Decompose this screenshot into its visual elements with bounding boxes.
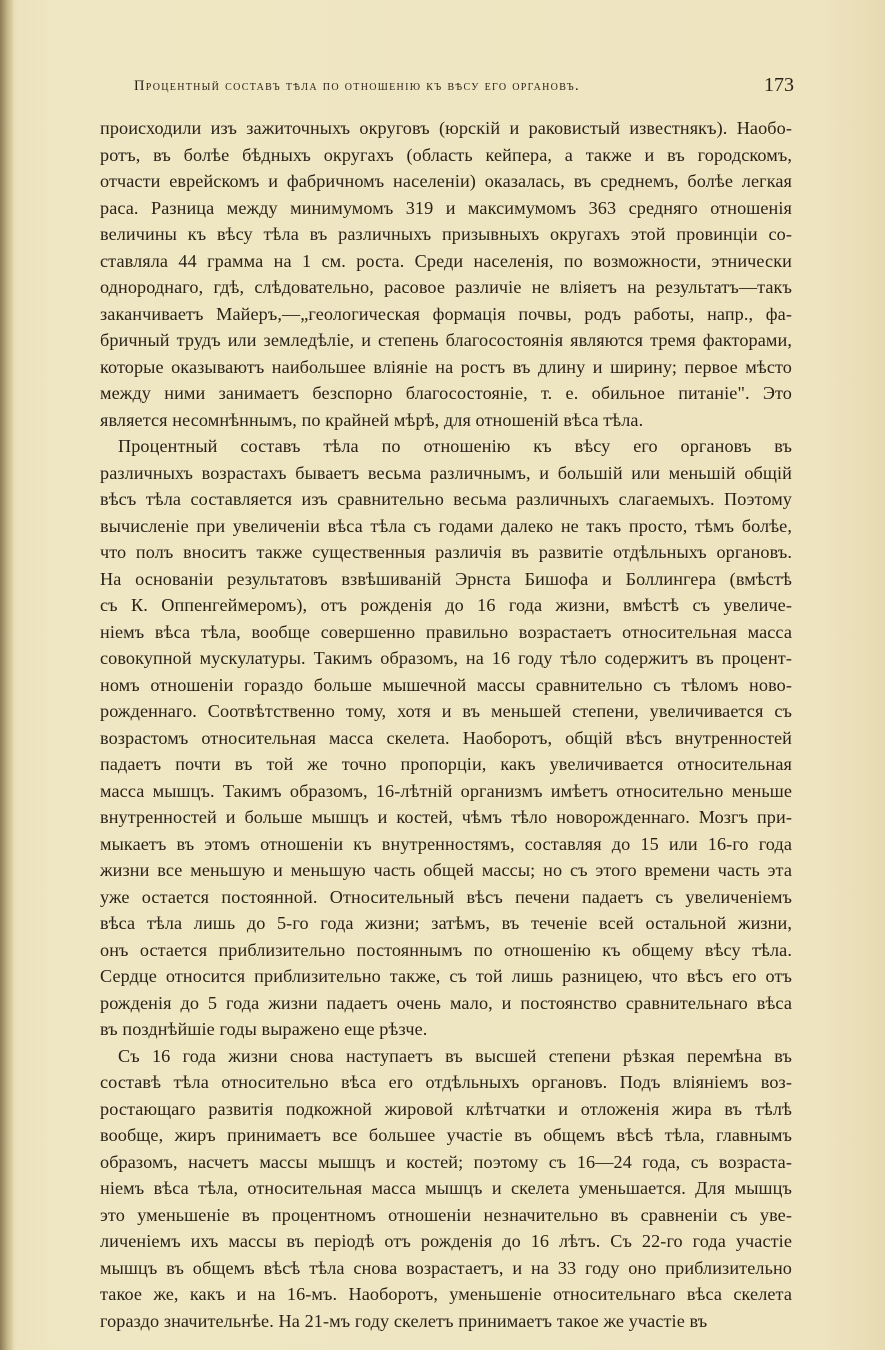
text-line: величины къ вѣсу тѣла въ различныхъ призывныхъ округахъ этой провинціи со- [100, 224, 792, 244]
text-line: жизни все меньшую и меньшую часть общей массы; но съ этого времени часть эта [100, 860, 792, 880]
text-line: онъ остается приблизительно постояннымъ по отношенію къ общему вѣсу тѣла. [100, 939, 792, 960]
text-line: бричный трудъ или земледѣліе, и степень благосостоянія являются тремя факторами, [100, 330, 792, 350]
text-line: Сердце относится приблизительно также, съ той лишь разницею, что вѣсъ его отъ [100, 966, 792, 986]
paragraph [100, 433, 792, 1043]
text-line: такое же, какъ и на 16-мъ. Наоборотъ, уменьшеніе относительнаго вѣса скелета [100, 1284, 792, 1304]
text-line: мышцъ въ общемъ вѣсѣ тѣла снова возрастаетъ, и на 33 году оно приблизительно [100, 1257, 792, 1278]
text-line: вѣсъ тѣла составляется изъ сравнительно весьма различныхъ слагаемыхъ. Поэтому [100, 489, 792, 509]
page-gutter-shadow [0, 0, 14, 1350]
text-line: ротъ, въ болѣе бѣдныхъ округахъ (область кейпера, а также и въ городскомъ, [100, 144, 792, 165]
text-line: это уменьшеніе въ процентномъ отношеніи незначительно въ сравненіи съ уве- [100, 1204, 792, 1225]
text-line: рожденнаго. Соотвѣтственно тому, хотя и въ меньшей степени, увеличивается съ [100, 701, 792, 721]
paragraph [100, 1043, 792, 1335]
text-line: ніемъ вѣса тѣла, вообще совершенно правильно возрастаетъ относительная масса [100, 621, 792, 642]
text-line: внутренностей и больше мышцъ и костей, чѣмъ тѣло новорожденнаго. Мозгъ при- [100, 807, 792, 827]
body-text [100, 115, 792, 1334]
text-line: ставляла 44 грамма на 1 см. роста. Среди населенія, по возможности, этнически [100, 250, 792, 271]
text-line: возрастомъ относительная масса скелета. Наоборотъ, общій вѣсъ внутренностей [100, 727, 792, 748]
text-line: личеніемъ ихъ массы въ періодѣ отъ рожденія до 16 лѣтъ. Съ 22-го года участіе [100, 1231, 792, 1251]
text-line: заканчиваетъ Майеръ,—„геологическая формація почвы, родъ работы, напр., фа- [100, 303, 792, 324]
text-line: раса. Разница между минимумомъ 319 и максимумомъ 363 средняго отношенія [100, 197, 792, 218]
text-line: между ними занимаетъ безспорно благосостояніе, т. е. обильное питаніе". Это [100, 383, 792, 403]
text-line: которые оказываютъ наибольшее вліяніе на ростъ въ длину и ширину; первое мѣсто [100, 356, 792, 377]
text-line: рожденія до 5 года жизни падаетъ очень мало, и постоянство сравнительнаго вѣса [100, 992, 792, 1013]
text-line: однороднаго, гдѣ, слѣдовательно, расовое различіе не вліяетъ на результатъ—такъ [100, 277, 792, 297]
text-line: является несомнѣннымъ, по крайней мѣрѣ, для отношеній вѣса тѣла. [100, 409, 644, 430]
text-line: совокупной мускулатуры. Такимъ образомъ, на 16 году тѣло содержитъ въ процент- [100, 648, 792, 668]
text-line: уже остается постоянной. Относительный вѣсъ печени падаетъ съ увеличеніемъ [100, 886, 792, 907]
text-line: вообще, жиръ принимаетъ все большее участіе въ общемъ вѣсѣ тѣла, главнымъ [100, 1125, 792, 1145]
text-line: масса мышцъ. Такимъ образомъ, 16-лѣтній организмъ имѣетъ относительно меньше [100, 780, 792, 801]
text-line: падаетъ почти въ той же точно пропорціи, какъ увеличивается относительная [100, 754, 792, 774]
text-line: что полъ вноситъ также существенныя различія въ развитіе отдѣльныхъ органовъ. [100, 542, 792, 562]
paragraph [100, 115, 792, 433]
text-line: съ К. Оппенгеймеромъ), отъ рожденія до 16 года жизни, вмѣстѣ съ увеличе- [100, 595, 792, 615]
text-line: номъ отношеніи гораздо больше мышечной массы сравнительно съ тѣломъ ново- [100, 674, 792, 695]
text-line: Съ 16 года жизни снова наступаетъ въ высшей степени рѣзкая перемѣна въ [118, 1045, 792, 1066]
text-line: составѣ тѣла относительно вѣса его отдѣльныхъ органовъ. Подъ вліяніемъ воз- [100, 1072, 792, 1092]
text-line: ростающаго развитія подкожной жировой клѣтчатки и отложенія жира въ тѣлѣ [100, 1098, 792, 1119]
text-line: образомъ, насчетъ массы мышцъ и костей; поэтому съ 16—24 года, съ возраста- [100, 1151, 792, 1172]
page-number: 173 [764, 74, 794, 96]
text-line: На основаніи результатовъ взвѣшиваній Эрнста Бишофа и Боллингера (вмѣстѣ [100, 568, 792, 589]
text-line: мыкаетъ въ этомъ отношеніи къ внутренностямъ, составляя до 15 или 16-го года [100, 833, 792, 854]
text-line: въ позднѣйшіе годы выражено еще рѣзче. [100, 1019, 428, 1039]
text-line: различныхъ возрастахъ бываетъ весьма различнымъ, и большій или меньшій общій [100, 462, 792, 483]
text-line: ніемъ вѣса тѣла, относительная масса мышцъ и скелета уменьшается. Для мышцъ [100, 1178, 792, 1198]
running-header [134, 74, 794, 104]
running-header-title: Процентный составъ тѣла по отношенію къ вѣсу его органовъ. [134, 78, 580, 94]
text-line: вѣса тѣла лишь до 5-го года жизни; затѣмъ, въ теченіе всей остальной жизни, [100, 913, 792, 933]
text-line: происходили изъ зажиточныхъ округовъ (юрскій и раковистый известнякъ). Наобо- [100, 118, 792, 138]
text-line: Процентный составъ тѣла по отношенію къ вѣсу его органовъ въ [118, 436, 792, 456]
text-line: гораздо значительнѣе. На 21-мъ году скелетъ принимаетъ такое же участіе въ [100, 1310, 708, 1331]
text-line: отчасти еврейскомъ и фабричномъ населеніи) оказалась, въ среднемъ, болѣе легкая [100, 171, 792, 191]
text-line: вычисленіе при увеличеніи вѣса тѣла съ годами далеко не такъ просто, тѣмъ болѣе, [100, 515, 792, 536]
